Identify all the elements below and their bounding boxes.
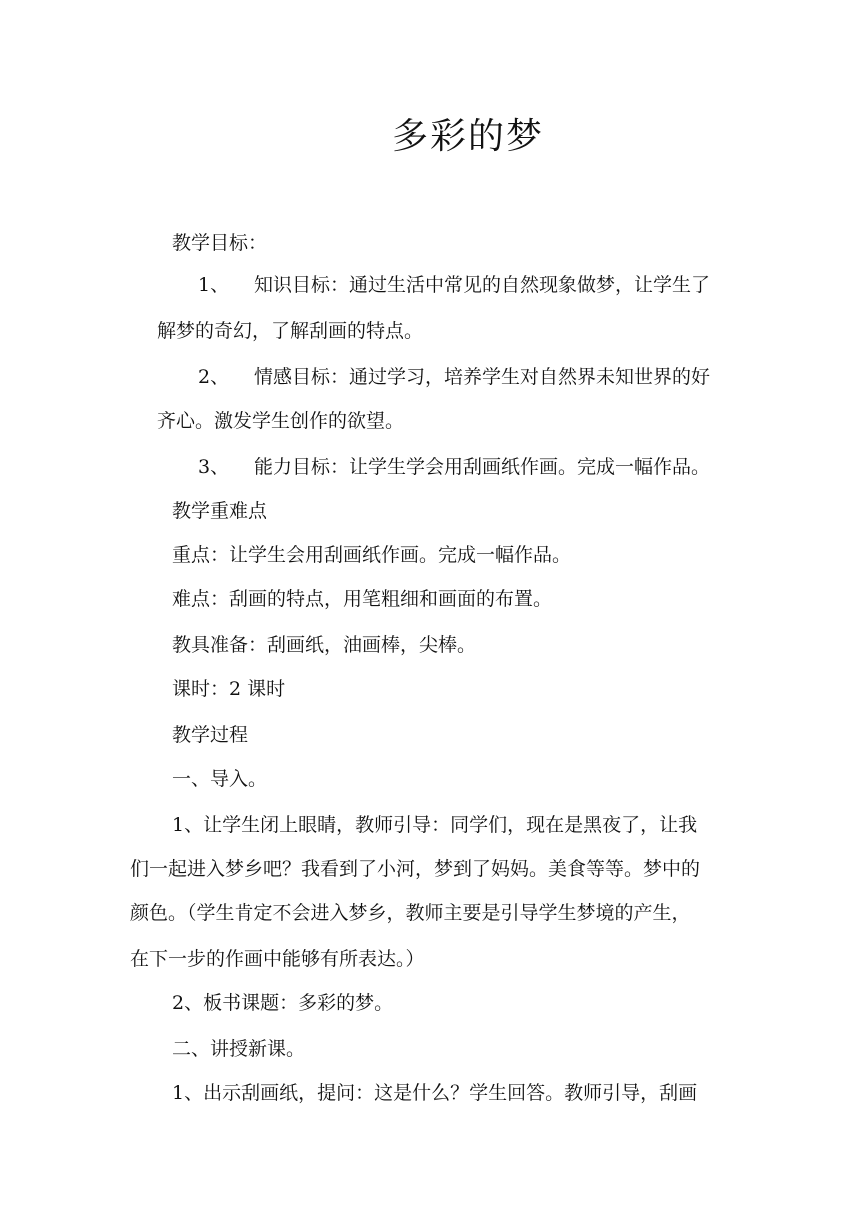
objective-2-number: 2、	[198, 366, 230, 388]
section-1-heading: 一、导入。	[172, 768, 268, 790]
document-title: 多彩的梦	[391, 116, 544, 157]
section-2-item-1: 1、出示刮画纸，提问：这是什么？学生回答。教师引导，刮画	[172, 1082, 698, 1104]
objective-1-line-1	[198, 270, 710, 300]
class-periods: 课时：2 课时	[172, 678, 286, 700]
key-point: 重点：让学生会用刮画纸作画。完成一幅作品。	[172, 544, 572, 566]
objective-3-text: 能力目标：让学生学会用刮画纸作画。完成一幅作品。	[254, 456, 711, 478]
section-1-item-1-line-2: 们一起进入梦乡吧？我看到了小河，梦到了妈妈。美食等等。梦中的	[130, 858, 701, 880]
objectives-heading: 教学目标：	[172, 232, 268, 254]
objective-1-line-2: 解梦的奇幻，了解刮画的特点。	[157, 320, 424, 342]
section-1-item-1-line-3: 颜色。（学生肯定不会进入梦乡，教师主要是引导学生梦境的产生，	[130, 902, 691, 924]
section-2-heading: 二、讲授新课。	[172, 1038, 306, 1060]
section-1-item-1-line-1: 1、让学生闭上眼睛，教师引导：同学们，现在是黑夜了，让我	[172, 814, 698, 836]
objective-3-line-1	[198, 452, 710, 482]
objective-2-line-2: 齐心。激发学生创作的欲望。	[157, 410, 405, 432]
difficult-point: 难点：刮画的特点，用笔粗细和画面的布置。	[172, 588, 553, 610]
objective-2-line-1	[198, 362, 710, 392]
objective-1-text: 知识目标：通过生活中常见的自然现象做梦，让学生了	[254, 274, 711, 296]
section-1-item-2: 2、板书课题：多彩的梦。	[172, 992, 394, 1014]
section-1-item-1-line-4: 在下一步的作画中能够有所表达。）	[130, 948, 425, 970]
objective-2-text: 情感目标：通过学习，培养学生对自然界未知世界的好	[254, 366, 711, 388]
materials: 教具准备：刮画纸，油画棒，尖棒。	[172, 634, 477, 656]
objective-1-number: 1、	[198, 274, 230, 296]
key-points-heading: 教学重难点	[172, 500, 268, 522]
objective-3-number: 3、	[198, 456, 230, 478]
process-heading: 教学过程	[172, 724, 249, 746]
